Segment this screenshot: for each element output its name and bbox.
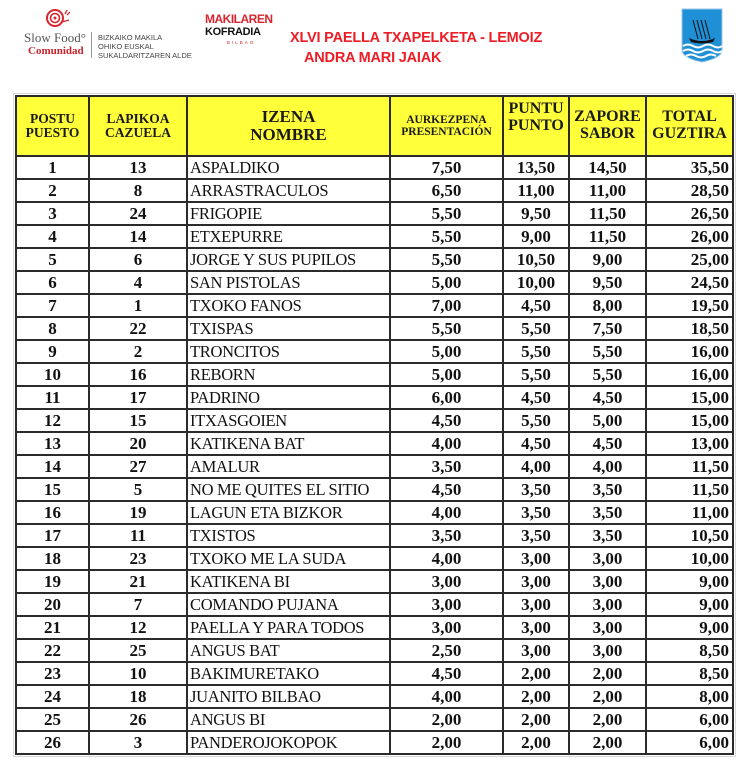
cell-puesto: 22	[16, 639, 89, 662]
cell-cazuela: 13	[89, 156, 187, 179]
table-row	[16, 593, 733, 616]
cell-puesto: 20	[16, 593, 89, 616]
cell-cazuela: 20	[89, 432, 187, 455]
column-header-nombre	[187, 96, 390, 156]
header-line-2: SABOR	[579, 125, 636, 142]
cell-cazuela: 2	[89, 340, 187, 363]
table-row	[16, 409, 733, 432]
cell-presentacion: 7,00	[390, 294, 503, 317]
cell-nombre: TXOKO ME LA SUDA	[187, 547, 390, 570]
slow-food-line-1: BIZKAIKO MAKILA	[98, 33, 163, 42]
cell-nombre: AMALUR	[187, 455, 390, 478]
table-row	[16, 708, 733, 731]
cell-puesto: 8	[16, 317, 89, 340]
cell-puesto: 26	[16, 731, 89, 754]
cell-punto: 13,50	[503, 156, 569, 179]
table-row	[16, 501, 733, 524]
column-header-cazuela	[89, 96, 187, 156]
cell-cazuela: 12	[89, 616, 187, 639]
cell-cazuela: 22	[89, 317, 187, 340]
table-row	[16, 547, 733, 570]
header-line-1: POSTU	[29, 110, 75, 126]
cell-nombre: PADRINO	[187, 386, 390, 409]
cell-sabor: 2,00	[569, 731, 646, 754]
cell-nombre: KATIKENA BAT	[187, 432, 390, 455]
cell-total: 11,00	[646, 501, 733, 524]
cell-total: 26,50	[646, 202, 733, 225]
cell-nombre: ETXEPURRE	[187, 225, 390, 248]
cell-total: 16,00	[646, 340, 733, 363]
cell-puesto: 3	[16, 202, 89, 225]
table-row	[16, 225, 733, 248]
slow-food-text	[98, 33, 192, 60]
cell-total: 8,50	[646, 639, 733, 662]
column-header-punto	[503, 96, 569, 156]
cell-cazuela: 5	[89, 478, 187, 501]
cell-sabor: 4,50	[569, 432, 646, 455]
header-line-2: NOMBRE	[250, 125, 327, 144]
cell-nombre: PAELLA Y PARA TODOS	[187, 616, 390, 639]
cell-cazuela: 3	[89, 731, 187, 754]
cell-punto: 9,50	[503, 202, 569, 225]
header-line-2: PUNTO	[508, 116, 564, 134]
cell-total: 6,00	[646, 731, 733, 754]
cell-sabor: 3,50	[569, 501, 646, 524]
cell-nombre: ANGUS BAT	[187, 639, 390, 662]
cell-punto: 10,00	[503, 271, 569, 294]
cell-puesto: 7	[16, 294, 89, 317]
cell-sabor: 5,50	[569, 363, 646, 386]
cell-sabor: 3,50	[569, 478, 646, 501]
cell-presentacion: 2,00	[390, 708, 503, 731]
cell-sabor: 4,50	[569, 386, 646, 409]
table-row	[16, 616, 733, 639]
makilaren-text: MAKILAREN	[205, 12, 273, 26]
cell-presentacion: 4,50	[390, 478, 503, 501]
cell-punto: 10,50	[503, 248, 569, 271]
cell-sabor: 5,00	[569, 409, 646, 432]
cell-puesto: 19	[16, 570, 89, 593]
cell-puesto: 24	[16, 685, 89, 708]
cell-presentacion: 3,00	[390, 616, 503, 639]
cell-total: 10,00	[646, 547, 733, 570]
cell-sabor: 14,50	[569, 156, 646, 179]
table-row	[16, 639, 733, 662]
cell-presentacion: 3,00	[390, 593, 503, 616]
cell-cazuela: 21	[89, 570, 187, 593]
cell-presentacion: 4,50	[390, 662, 503, 685]
cell-total: 9,00	[646, 593, 733, 616]
cell-punto: 3,00	[503, 616, 569, 639]
makilaren-kofradia-logo	[205, 12, 279, 46]
cell-punto: 3,00	[503, 547, 569, 570]
cell-presentacion: 5,50	[390, 225, 503, 248]
cell-presentacion: 5,50	[390, 202, 503, 225]
cell-punto: 4,50	[503, 432, 569, 455]
cell-cazuela: 25	[89, 639, 187, 662]
cell-nombre: KATIKENA BI	[187, 570, 390, 593]
cell-presentacion: 5,00	[390, 340, 503, 363]
cell-total: 15,00	[646, 386, 733, 409]
cell-total: 9,00	[646, 570, 733, 593]
cell-puesto: 14	[16, 455, 89, 478]
column-header-total	[646, 96, 733, 156]
header-line-2: GUZTIRA	[652, 125, 727, 142]
cell-nombre: SAN PISTOLAS	[187, 271, 390, 294]
cell-sabor: 11,50	[569, 225, 646, 248]
cell-sabor: 5,50	[569, 340, 646, 363]
cell-puesto: 17	[16, 524, 89, 547]
table-row	[16, 317, 733, 340]
cell-total: 8,00	[646, 685, 733, 708]
cell-nombre: LAGUN ETA BIZKOR	[187, 501, 390, 524]
event-title: XLVI PAELLA TXAPELKETA - LEMOIZ	[290, 30, 543, 46]
cell-total: 26,00	[646, 225, 733, 248]
table-row	[16, 156, 733, 179]
cell-total: 16,00	[646, 363, 733, 386]
cell-sabor: 3,00	[569, 616, 646, 639]
cell-puesto: 4	[16, 225, 89, 248]
cell-punto: 2,00	[503, 708, 569, 731]
cell-presentacion: 3,50	[390, 524, 503, 547]
cell-nombre: FRIGOPIE	[187, 202, 390, 225]
cell-punto: 11,00	[503, 179, 569, 202]
kofradia-text: KOFRADIA	[205, 26, 261, 38]
cell-sabor: 9,00	[569, 248, 646, 271]
cell-cazuela: 7	[89, 593, 187, 616]
cell-presentacion: 3,00	[390, 570, 503, 593]
cell-cazuela: 6	[89, 248, 187, 271]
results-table	[15, 95, 734, 755]
cell-total: 13,00	[646, 432, 733, 455]
cell-cazuela: 8	[89, 179, 187, 202]
cell-sabor: 3,00	[569, 547, 646, 570]
cell-puesto: 2	[16, 179, 89, 202]
cell-presentacion: 5,50	[390, 317, 503, 340]
cell-sabor: 2,00	[569, 708, 646, 731]
cell-presentacion: 4,00	[390, 501, 503, 524]
header-line-1: TOTAL	[662, 108, 717, 126]
cell-cazuela: 16	[89, 363, 187, 386]
cell-total: 9,00	[646, 616, 733, 639]
cell-nombre: ANGUS BI	[187, 708, 390, 731]
cell-punto: 3,00	[503, 593, 569, 616]
cell-nombre: REBORN	[187, 363, 390, 386]
cell-total: 15,00	[646, 409, 733, 432]
lemoiz-coat-of-arms-icon	[681, 8, 723, 63]
cell-total: 35,50	[646, 156, 733, 179]
header-line-2: CAZUELA	[104, 125, 171, 140]
cell-punto: 2,00	[503, 662, 569, 685]
header-line-1: AURKEZPENA	[406, 113, 487, 126]
cell-sabor: 8,00	[569, 294, 646, 317]
cell-nombre: ARRASTRACULOS	[187, 179, 390, 202]
cell-sabor: 11,50	[569, 202, 646, 225]
cell-nombre: TRONCITOS	[187, 340, 390, 363]
cell-presentacion: 5,00	[390, 363, 503, 386]
cell-presentacion: 3,50	[390, 455, 503, 478]
cell-nombre: COMANDO PUJANA	[187, 593, 390, 616]
column-header-puesto	[16, 96, 89, 156]
cell-nombre: TXISPAS	[187, 317, 390, 340]
cell-nombre: BAKIMURETAKO	[187, 662, 390, 685]
cell-sabor: 3,00	[569, 639, 646, 662]
cell-total: 6,00	[646, 708, 733, 731]
header-line-1: ZAPORE	[574, 108, 641, 126]
cell-presentacion: 2,50	[390, 639, 503, 662]
table-row	[16, 478, 733, 501]
cell-sabor: 3,00	[569, 593, 646, 616]
cell-sabor: 2,00	[569, 662, 646, 685]
slow-food-name: Slow Food°	[24, 30, 86, 45]
cell-puesto: 11	[16, 386, 89, 409]
header-line-2: PRESENTACIÓN	[401, 126, 492, 138]
table-body	[16, 156, 733, 754]
cell-total: 11,50	[646, 455, 733, 478]
cell-nombre: NO ME QUITES EL SITIO	[187, 478, 390, 501]
cell-total: 25,00	[646, 248, 733, 271]
cell-presentacion: 4,00	[390, 432, 503, 455]
cell-punto: 3,50	[503, 501, 569, 524]
cell-nombre: PANDEROJOKOPOK	[187, 731, 390, 754]
cell-cazuela: 14	[89, 225, 187, 248]
cell-puesto: 6	[16, 271, 89, 294]
bilbao-text: BILBAO	[227, 40, 256, 45]
cell-puesto: 10	[16, 363, 89, 386]
cell-puesto: 13	[16, 432, 89, 455]
cell-presentacion: 7,50	[390, 156, 503, 179]
cell-puesto: 23	[16, 662, 89, 685]
page-header	[0, 0, 743, 85]
table-row	[16, 570, 733, 593]
cell-sabor: 7,50	[569, 317, 646, 340]
cell-punto: 5,50	[503, 340, 569, 363]
cell-sabor: 2,00	[569, 685, 646, 708]
cell-punto: 3,00	[503, 570, 569, 593]
slow-food-line-3: SUKALDARITZAREN ALDE	[98, 51, 192, 60]
cell-nombre: JUANITO BILBAO	[187, 685, 390, 708]
cell-presentacion: 6,00	[390, 386, 503, 409]
cell-presentacion: 4,50	[390, 409, 503, 432]
cell-puesto: 9	[16, 340, 89, 363]
table-row	[16, 248, 733, 271]
results-table-container	[13, 93, 736, 757]
cell-punto: 9,00	[503, 225, 569, 248]
slow-food-line-2: OHIKO EUSKAL	[98, 42, 154, 51]
column-header-presentacion	[390, 96, 503, 156]
cell-punto: 4,50	[503, 294, 569, 317]
cell-total: 8,50	[646, 662, 733, 685]
logo-divider	[91, 32, 92, 58]
cell-presentacion: 4,00	[390, 547, 503, 570]
cell-sabor: 11,00	[569, 179, 646, 202]
cell-punto: 5,50	[503, 363, 569, 386]
cell-nombre: TXISTOS	[187, 524, 390, 547]
cell-puesto: 16	[16, 501, 89, 524]
cell-puesto: 21	[16, 616, 89, 639]
cell-puesto: 5	[16, 248, 89, 271]
cell-puesto: 15	[16, 478, 89, 501]
header-line-2: PUESTO	[25, 125, 80, 140]
cell-total: 24,50	[646, 271, 733, 294]
cell-presentacion: 6,50	[390, 179, 503, 202]
cell-punto: 2,00	[503, 685, 569, 708]
cell-cazuela: 23	[89, 547, 187, 570]
cell-presentacion: 5,50	[390, 248, 503, 271]
table-row	[16, 524, 733, 547]
cell-cazuela: 11	[89, 524, 187, 547]
cell-total: 18,50	[646, 317, 733, 340]
cell-cazuela: 1	[89, 294, 187, 317]
slow-food-logo	[22, 8, 197, 58]
cell-sabor: 4,00	[569, 455, 646, 478]
cell-punto: 5,50	[503, 409, 569, 432]
cell-cazuela: 17	[89, 386, 187, 409]
cell-nombre: ITXASGOIEN	[187, 409, 390, 432]
table-row	[16, 271, 733, 294]
cell-cazuela: 4	[89, 271, 187, 294]
table-row	[16, 731, 733, 754]
table-row	[16, 294, 733, 317]
table-row	[16, 340, 733, 363]
table-row	[16, 202, 733, 225]
header-line-1: PUNTU	[508, 100, 564, 117]
table-row	[16, 386, 733, 409]
cell-presentacion: 2,00	[390, 731, 503, 754]
slow-food-community: Comunidad	[28, 45, 84, 57]
event-subtitle: ANDRA MARI JAIAK	[304, 50, 442, 66]
table-row	[16, 455, 733, 478]
cell-punto: 3,00	[503, 639, 569, 662]
cell-cazuela: 24	[89, 202, 187, 225]
table-row	[16, 432, 733, 455]
cell-nombre: TXOKO FANOS	[187, 294, 390, 317]
cell-punto: 5,50	[503, 317, 569, 340]
table-row	[16, 662, 733, 685]
cell-sabor: 3,50	[569, 524, 646, 547]
cell-presentacion: 4,00	[390, 685, 503, 708]
cell-cazuela: 15	[89, 409, 187, 432]
header-line-1: IZENA	[261, 107, 316, 127]
table-header-row	[16, 96, 733, 156]
cell-punto: 3,50	[503, 524, 569, 547]
cell-cazuela: 19	[89, 501, 187, 524]
cell-total: 19,50	[646, 294, 733, 317]
snail-icon	[44, 8, 70, 28]
table-row	[16, 363, 733, 386]
cell-puesto: 1	[16, 156, 89, 179]
cell-puesto: 18	[16, 547, 89, 570]
cell-sabor: 9,50	[569, 271, 646, 294]
cell-total: 10,50	[646, 524, 733, 547]
cell-sabor: 3,00	[569, 570, 646, 593]
header-line-1: LAPIKOA	[106, 110, 170, 126]
cell-punto: 3,50	[503, 478, 569, 501]
cell-punto: 2,00	[503, 731, 569, 754]
table-row	[16, 685, 733, 708]
cell-cazuela: 27	[89, 455, 187, 478]
column-header-sabor	[569, 96, 646, 156]
cell-nombre: JORGE Y SUS PUPILOS	[187, 248, 390, 271]
cell-puesto: 12	[16, 409, 89, 432]
cell-cazuela: 18	[89, 685, 187, 708]
cell-total: 28,50	[646, 179, 733, 202]
cell-total: 11,50	[646, 478, 733, 501]
cell-presentacion: 5,00	[390, 271, 503, 294]
cell-cazuela: 26	[89, 708, 187, 731]
cell-punto: 4,50	[503, 386, 569, 409]
cell-nombre: ASPALDIKO	[187, 156, 390, 179]
cell-punto: 4,00	[503, 455, 569, 478]
cell-cazuela: 10	[89, 662, 187, 685]
table-row	[16, 179, 733, 202]
cell-puesto: 25	[16, 708, 89, 731]
